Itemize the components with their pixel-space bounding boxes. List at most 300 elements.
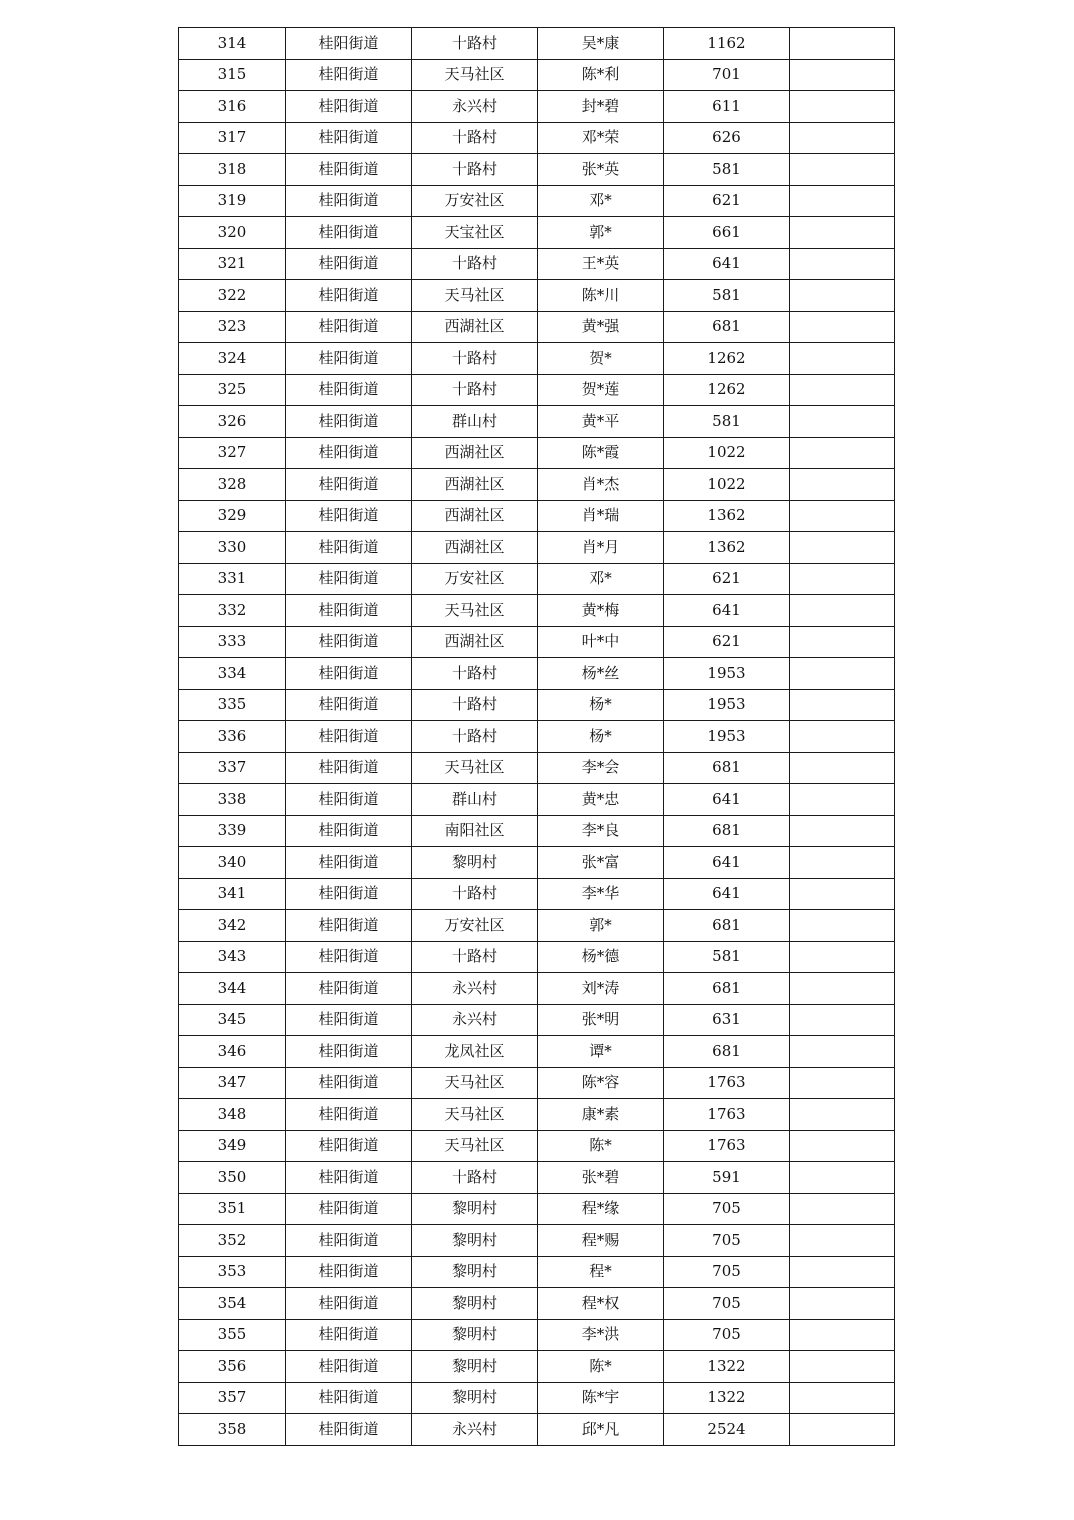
village-cell: 黎明村 xyxy=(412,1193,538,1225)
table-row xyxy=(179,59,895,91)
table-row xyxy=(179,626,895,658)
amount-cell: 581 xyxy=(664,941,790,973)
table-row xyxy=(179,311,895,343)
amount-cell: 705 xyxy=(664,1256,790,1288)
street-cell: 桂阳街道 xyxy=(286,217,412,249)
serial-number-cell: 320 xyxy=(179,217,286,249)
serial-number-cell: 358 xyxy=(179,1414,286,1446)
remark-cell xyxy=(790,1225,895,1257)
village-cell: 南阳社区 xyxy=(412,815,538,847)
table-row xyxy=(179,1288,895,1320)
village-cell: 群山村 xyxy=(412,784,538,816)
name-cell: 肖*瑞 xyxy=(538,500,664,532)
amount-cell: 705 xyxy=(664,1288,790,1320)
serial-number-cell: 336 xyxy=(179,721,286,753)
amount-cell: 591 xyxy=(664,1162,790,1194)
village-cell: 黎明村 xyxy=(412,1351,538,1383)
village-cell: 万安社区 xyxy=(412,185,538,217)
serial-number-cell: 340 xyxy=(179,847,286,879)
name-cell: 肖*月 xyxy=(538,532,664,564)
street-cell: 桂阳街道 xyxy=(286,280,412,312)
table-row xyxy=(179,910,895,942)
amount-cell: 681 xyxy=(664,815,790,847)
remark-cell xyxy=(790,910,895,942)
remark-cell xyxy=(790,941,895,973)
table-row xyxy=(179,374,895,406)
street-cell: 桂阳街道 xyxy=(286,91,412,123)
village-cell: 龙凤社区 xyxy=(412,1036,538,1068)
amount-cell: 621 xyxy=(664,185,790,217)
village-cell: 天马社区 xyxy=(412,752,538,784)
table-row xyxy=(179,469,895,501)
remark-cell xyxy=(790,248,895,280)
street-cell: 桂阳街道 xyxy=(286,1256,412,1288)
name-cell: 杨*德 xyxy=(538,941,664,973)
remark-cell xyxy=(790,878,895,910)
serial-number-cell: 314 xyxy=(179,28,286,60)
serial-number-cell: 350 xyxy=(179,1162,286,1194)
name-cell: 程*赐 xyxy=(538,1225,664,1257)
street-cell: 桂阳街道 xyxy=(286,973,412,1005)
table-row xyxy=(179,1193,895,1225)
street-cell: 桂阳街道 xyxy=(286,374,412,406)
village-cell: 天马社区 xyxy=(412,1067,538,1099)
amount-cell: 661 xyxy=(664,217,790,249)
name-cell: 叶*中 xyxy=(538,626,664,658)
name-cell: 张*富 xyxy=(538,847,664,879)
amount-cell: 1763 xyxy=(664,1099,790,1131)
amount-cell: 641 xyxy=(664,784,790,816)
serial-number-cell: 325 xyxy=(179,374,286,406)
remark-cell xyxy=(790,1256,895,1288)
amount-cell: 581 xyxy=(664,280,790,312)
remark-cell xyxy=(790,1382,895,1414)
village-cell: 十路村 xyxy=(412,28,538,60)
village-cell: 天马社区 xyxy=(412,59,538,91)
remark-cell xyxy=(790,217,895,249)
remark-cell xyxy=(790,1319,895,1351)
amount-cell: 626 xyxy=(664,122,790,154)
serial-number-cell: 339 xyxy=(179,815,286,847)
serial-number-cell: 354 xyxy=(179,1288,286,1320)
serial-number-cell: 344 xyxy=(179,973,286,1005)
remark-cell xyxy=(790,658,895,690)
name-cell: 杨* xyxy=(538,689,664,721)
village-cell: 十路村 xyxy=(412,248,538,280)
amount-cell: 641 xyxy=(664,248,790,280)
name-cell: 郭* xyxy=(538,217,664,249)
street-cell: 桂阳街道 xyxy=(286,878,412,910)
street-cell: 桂阳街道 xyxy=(286,343,412,375)
name-cell: 吴*康 xyxy=(538,28,664,60)
street-cell: 桂阳街道 xyxy=(286,752,412,784)
name-cell: 肖*杰 xyxy=(538,469,664,501)
street-cell: 桂阳街道 xyxy=(286,1036,412,1068)
village-cell: 永兴村 xyxy=(412,1414,538,1446)
remark-cell xyxy=(790,311,895,343)
street-cell: 桂阳街道 xyxy=(286,1225,412,1257)
amount-cell: 641 xyxy=(664,847,790,879)
amount-cell: 581 xyxy=(664,406,790,438)
serial-number-cell: 326 xyxy=(179,406,286,438)
table-row xyxy=(179,1414,895,1446)
serial-number-cell: 324 xyxy=(179,343,286,375)
amount-cell: 681 xyxy=(664,910,790,942)
name-cell: 程*权 xyxy=(538,1288,664,1320)
village-cell: 十路村 xyxy=(412,343,538,375)
remark-cell xyxy=(790,154,895,186)
name-cell: 黄*强 xyxy=(538,311,664,343)
serial-number-cell: 341 xyxy=(179,878,286,910)
village-cell: 永兴村 xyxy=(412,973,538,1005)
table-row xyxy=(179,1162,895,1194)
street-cell: 桂阳街道 xyxy=(286,500,412,532)
street-cell: 桂阳街道 xyxy=(286,311,412,343)
remark-cell xyxy=(790,406,895,438)
street-cell: 桂阳街道 xyxy=(286,59,412,91)
amount-cell: 631 xyxy=(664,1004,790,1036)
table-row xyxy=(179,122,895,154)
remark-cell xyxy=(790,815,895,847)
table-row xyxy=(179,1067,895,1099)
remark-cell xyxy=(790,563,895,595)
remark-cell xyxy=(790,469,895,501)
serial-number-cell: 315 xyxy=(179,59,286,91)
village-cell: 十路村 xyxy=(412,689,538,721)
name-cell: 李*洪 xyxy=(538,1319,664,1351)
table-row xyxy=(179,1382,895,1414)
amount-cell: 681 xyxy=(664,311,790,343)
street-cell: 桂阳街道 xyxy=(286,248,412,280)
serial-number-cell: 353 xyxy=(179,1256,286,1288)
remark-cell xyxy=(790,752,895,784)
village-cell: 西湖社区 xyxy=(412,532,538,564)
name-cell: 贺*莲 xyxy=(538,374,664,406)
remark-cell xyxy=(790,1193,895,1225)
amount-cell: 681 xyxy=(664,1036,790,1068)
village-cell: 群山村 xyxy=(412,406,538,438)
table-row xyxy=(179,784,895,816)
street-cell: 桂阳街道 xyxy=(286,406,412,438)
table-row xyxy=(179,847,895,879)
street-cell: 桂阳街道 xyxy=(286,185,412,217)
serial-number-cell: 333 xyxy=(179,626,286,658)
amount-cell: 1322 xyxy=(664,1351,790,1383)
serial-number-cell: 345 xyxy=(179,1004,286,1036)
serial-number-cell: 327 xyxy=(179,437,286,469)
remark-cell xyxy=(790,1130,895,1162)
serial-number-cell: 337 xyxy=(179,752,286,784)
name-cell: 陈* xyxy=(538,1351,664,1383)
name-cell: 程*缘 xyxy=(538,1193,664,1225)
remark-cell xyxy=(790,1099,895,1131)
amount-cell: 1162 xyxy=(664,28,790,60)
name-cell: 谭* xyxy=(538,1036,664,1068)
serial-number-cell: 343 xyxy=(179,941,286,973)
village-cell: 天宝社区 xyxy=(412,217,538,249)
table-row xyxy=(179,91,895,123)
village-cell: 天马社区 xyxy=(412,280,538,312)
name-cell: 程* xyxy=(538,1256,664,1288)
village-cell: 西湖社区 xyxy=(412,469,538,501)
table-row xyxy=(179,406,895,438)
name-cell: 郭* xyxy=(538,910,664,942)
table-row xyxy=(179,437,895,469)
remark-cell xyxy=(790,91,895,123)
amount-cell: 1953 xyxy=(664,658,790,690)
name-cell: 黄*梅 xyxy=(538,595,664,627)
serial-number-cell: 346 xyxy=(179,1036,286,1068)
amount-cell: 1953 xyxy=(664,721,790,753)
name-cell: 黄*忠 xyxy=(538,784,664,816)
village-cell: 永兴村 xyxy=(412,91,538,123)
remark-cell xyxy=(790,626,895,658)
street-cell: 桂阳街道 xyxy=(286,154,412,186)
village-cell: 黎明村 xyxy=(412,1382,538,1414)
amount-cell: 2524 xyxy=(664,1414,790,1446)
remark-cell xyxy=(790,784,895,816)
table-row xyxy=(179,280,895,312)
amount-cell: 705 xyxy=(664,1319,790,1351)
street-cell: 桂阳街道 xyxy=(286,941,412,973)
remark-cell xyxy=(790,532,895,564)
village-cell: 西湖社区 xyxy=(412,437,538,469)
street-cell: 桂阳街道 xyxy=(286,122,412,154)
village-cell: 西湖社区 xyxy=(412,311,538,343)
table-row xyxy=(179,973,895,1005)
village-cell: 十路村 xyxy=(412,1162,538,1194)
serial-number-cell: 347 xyxy=(179,1067,286,1099)
table-body xyxy=(179,28,895,1446)
remark-cell xyxy=(790,1414,895,1446)
name-cell: 邱*凡 xyxy=(538,1414,664,1446)
table-row xyxy=(179,28,895,60)
table-row xyxy=(179,1099,895,1131)
table-row xyxy=(179,752,895,784)
table-row xyxy=(179,1256,895,1288)
table-row xyxy=(179,1351,895,1383)
name-cell: 陈* xyxy=(538,1130,664,1162)
amount-cell: 1763 xyxy=(664,1130,790,1162)
serial-number-cell: 348 xyxy=(179,1099,286,1131)
name-cell: 杨* xyxy=(538,721,664,753)
name-cell: 邓*荣 xyxy=(538,122,664,154)
remark-cell xyxy=(790,374,895,406)
name-cell: 杨*丝 xyxy=(538,658,664,690)
village-cell: 天马社区 xyxy=(412,1130,538,1162)
table-row xyxy=(179,217,895,249)
table-row xyxy=(179,721,895,753)
serial-number-cell: 352 xyxy=(179,1225,286,1257)
serial-number-cell: 355 xyxy=(179,1319,286,1351)
street-cell: 桂阳街道 xyxy=(286,1319,412,1351)
serial-number-cell: 323 xyxy=(179,311,286,343)
table-row xyxy=(179,1225,895,1257)
street-cell: 桂阳街道 xyxy=(286,1130,412,1162)
remark-cell xyxy=(790,595,895,627)
serial-number-cell: 318 xyxy=(179,154,286,186)
street-cell: 桂阳街道 xyxy=(286,437,412,469)
street-cell: 桂阳街道 xyxy=(286,1351,412,1383)
street-cell: 桂阳街道 xyxy=(286,658,412,690)
street-cell: 桂阳街道 xyxy=(286,28,412,60)
remark-cell xyxy=(790,28,895,60)
village-cell: 黎明村 xyxy=(412,1319,538,1351)
remark-cell xyxy=(790,280,895,312)
village-cell: 万安社区 xyxy=(412,910,538,942)
name-cell: 封*碧 xyxy=(538,91,664,123)
name-cell: 张*碧 xyxy=(538,1162,664,1194)
table-row xyxy=(179,185,895,217)
serial-number-cell: 329 xyxy=(179,500,286,532)
serial-number-cell: 335 xyxy=(179,689,286,721)
name-cell: 刘*涛 xyxy=(538,973,664,1005)
remark-cell xyxy=(790,185,895,217)
amount-cell: 641 xyxy=(664,595,790,627)
village-cell: 黎明村 xyxy=(412,1256,538,1288)
village-cell: 西湖社区 xyxy=(412,626,538,658)
table-row xyxy=(179,1036,895,1068)
serial-number-cell: 331 xyxy=(179,563,286,595)
amount-cell: 1262 xyxy=(664,343,790,375)
amount-cell: 1022 xyxy=(664,437,790,469)
serial-number-cell: 334 xyxy=(179,658,286,690)
serial-number-cell: 321 xyxy=(179,248,286,280)
village-cell: 十路村 xyxy=(412,122,538,154)
amount-cell: 701 xyxy=(664,59,790,91)
name-cell: 陈*利 xyxy=(538,59,664,91)
name-cell: 王*英 xyxy=(538,248,664,280)
serial-number-cell: 330 xyxy=(179,532,286,564)
serial-number-cell: 357 xyxy=(179,1382,286,1414)
table-row xyxy=(179,689,895,721)
street-cell: 桂阳街道 xyxy=(286,847,412,879)
remark-cell xyxy=(790,847,895,879)
street-cell: 桂阳街道 xyxy=(286,721,412,753)
street-cell: 桂阳街道 xyxy=(286,1067,412,1099)
village-cell: 十路村 xyxy=(412,941,538,973)
amount-cell: 705 xyxy=(664,1225,790,1257)
amount-cell: 1953 xyxy=(664,689,790,721)
table-row xyxy=(179,154,895,186)
table-row xyxy=(179,500,895,532)
village-cell: 黎明村 xyxy=(412,1225,538,1257)
street-cell: 桂阳街道 xyxy=(286,1382,412,1414)
serial-number-cell: 342 xyxy=(179,910,286,942)
remark-cell xyxy=(790,500,895,532)
serial-number-cell: 349 xyxy=(179,1130,286,1162)
street-cell: 桂阳街道 xyxy=(286,689,412,721)
remark-cell xyxy=(790,59,895,91)
amount-cell: 611 xyxy=(664,91,790,123)
serial-number-cell: 338 xyxy=(179,784,286,816)
name-cell: 康*素 xyxy=(538,1099,664,1131)
amount-cell: 705 xyxy=(664,1193,790,1225)
village-cell: 天马社区 xyxy=(412,595,538,627)
remark-cell xyxy=(790,437,895,469)
amount-cell: 681 xyxy=(664,973,790,1005)
table-row xyxy=(179,1319,895,1351)
street-cell: 桂阳街道 xyxy=(286,469,412,501)
name-cell: 张*英 xyxy=(538,154,664,186)
table-row xyxy=(179,595,895,627)
serial-number-cell: 322 xyxy=(179,280,286,312)
table-row xyxy=(179,343,895,375)
street-cell: 桂阳街道 xyxy=(286,1414,412,1446)
village-cell: 永兴村 xyxy=(412,1004,538,1036)
remark-cell xyxy=(790,1004,895,1036)
remark-cell xyxy=(790,122,895,154)
village-cell: 黎明村 xyxy=(412,847,538,879)
village-cell: 黎明村 xyxy=(412,1288,538,1320)
name-cell: 陈*宇 xyxy=(538,1382,664,1414)
remark-cell xyxy=(790,1162,895,1194)
serial-number-cell: 316 xyxy=(179,91,286,123)
remark-cell xyxy=(790,1067,895,1099)
village-cell: 十路村 xyxy=(412,878,538,910)
village-cell: 天马社区 xyxy=(412,1099,538,1131)
name-cell: 邓* xyxy=(538,563,664,595)
name-cell: 贺* xyxy=(538,343,664,375)
street-cell: 桂阳街道 xyxy=(286,626,412,658)
street-cell: 桂阳街道 xyxy=(286,815,412,847)
serial-number-cell: 351 xyxy=(179,1193,286,1225)
name-cell: 李*良 xyxy=(538,815,664,847)
name-cell: 邓* xyxy=(538,185,664,217)
remark-cell xyxy=(790,343,895,375)
amount-cell: 1362 xyxy=(664,532,790,564)
serial-number-cell: 356 xyxy=(179,1351,286,1383)
amount-cell: 1022 xyxy=(664,469,790,501)
remark-cell xyxy=(790,973,895,1005)
street-cell: 桂阳街道 xyxy=(286,595,412,627)
street-cell: 桂阳街道 xyxy=(286,910,412,942)
street-cell: 桂阳街道 xyxy=(286,1099,412,1131)
table-row xyxy=(179,941,895,973)
table-row xyxy=(179,815,895,847)
serial-number-cell: 319 xyxy=(179,185,286,217)
amount-cell: 1362 xyxy=(664,500,790,532)
table-row xyxy=(179,532,895,564)
remark-cell xyxy=(790,1036,895,1068)
amount-cell: 1262 xyxy=(664,374,790,406)
village-cell: 十路村 xyxy=(412,721,538,753)
table-row xyxy=(179,1004,895,1036)
amount-cell: 1763 xyxy=(664,1067,790,1099)
name-cell: 陈*霞 xyxy=(538,437,664,469)
street-cell: 桂阳街道 xyxy=(286,1004,412,1036)
amount-cell: 1322 xyxy=(664,1382,790,1414)
table-row xyxy=(179,1130,895,1162)
street-cell: 桂阳街道 xyxy=(286,784,412,816)
table-row xyxy=(179,563,895,595)
street-cell: 桂阳街道 xyxy=(286,1162,412,1194)
serial-number-cell: 332 xyxy=(179,595,286,627)
village-cell: 西湖社区 xyxy=(412,500,538,532)
street-cell: 桂阳街道 xyxy=(286,532,412,564)
village-cell: 万安社区 xyxy=(412,563,538,595)
name-cell: 李*华 xyxy=(538,878,664,910)
amount-cell: 681 xyxy=(664,752,790,784)
amount-cell: 641 xyxy=(664,878,790,910)
amount-cell: 621 xyxy=(664,563,790,595)
data-table xyxy=(178,27,895,1446)
street-cell: 桂阳街道 xyxy=(286,563,412,595)
remark-cell xyxy=(790,689,895,721)
street-cell: 桂阳街道 xyxy=(286,1288,412,1320)
amount-cell: 581 xyxy=(664,154,790,186)
remark-cell xyxy=(790,1288,895,1320)
